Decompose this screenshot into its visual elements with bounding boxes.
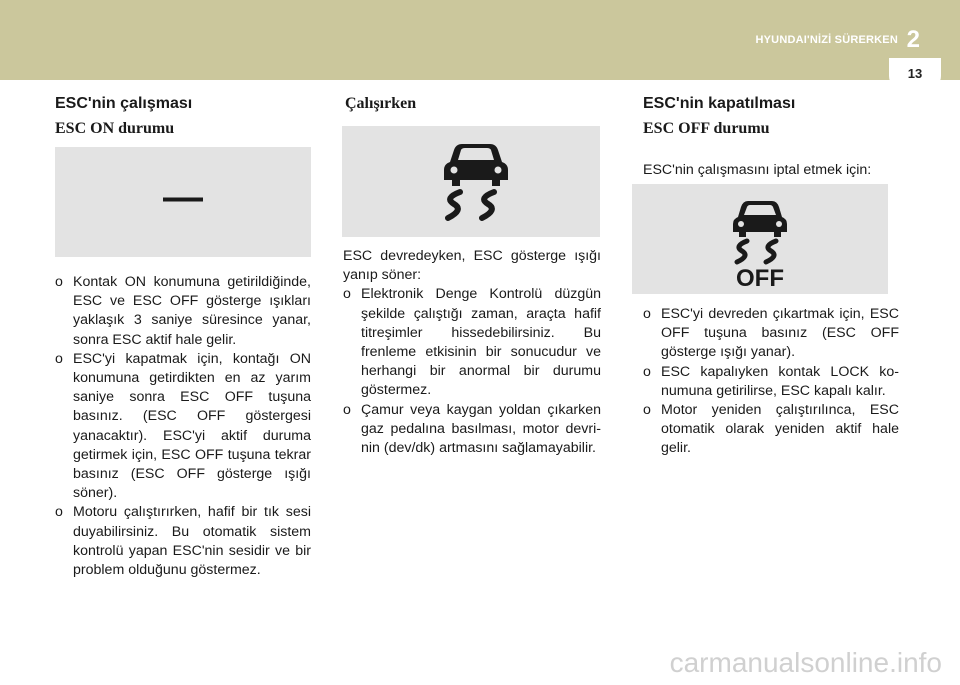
list-item-text: Kontak ON konumuna getirildiğinde, ESC ve ESC OFF gösterge ışıkları yaklaşık 3 saniye süresince yanar, sonra ESC aktif hale gelir. [73, 274, 311, 348]
esc-indicator-panel [342, 126, 600, 237]
page-number: 13 [907, 66, 923, 81]
list-item-text: ESC'yi kapatmak için, kontağı ON konumuna getirdikten en az yarım saniye sonra ESC OFF tuşuna basınız. (ESC OFF göstergesi yanacaktır). ESC'yi aktif duruma getirmek için, ESC OFF tuşuna tekrar basınız (ESC OFF gösterge ışığı söner). [73, 350, 311, 502]
col3-body [643, 305, 899, 459]
list-item-text: Elektronik Denge Kontrolü düzgün şekilde çalıştığı zaman, araçta hafif titreşimler hissedebilirsiniz. Bu frenleme etkisinin bir sonucudur ve herhangi bir anormal bir durumu göstermez. [361, 286, 601, 399]
esc-on-indicator-dash: — [163, 175, 203, 219]
col2-body [343, 247, 601, 458]
list-item-text: ESC'yi devreden çıkartmak için, ESC OFF tuşuna basınız (ESC OFF gösterge ışığı yanar). [661, 306, 899, 361]
list-item [643, 363, 899, 401]
bullet: o [55, 350, 63, 367]
bullet: o [55, 504, 63, 521]
chapter-number: 2 [906, 26, 920, 53]
bullet: o [643, 306, 651, 322]
col3-heading: ESC'nin kapatılması [643, 95, 796, 112]
esc-off-icon [729, 198, 791, 288]
list-item [343, 285, 601, 400]
list-item [55, 350, 311, 504]
esc-off-indicator-panel [632, 184, 888, 294]
page-tab [889, 58, 941, 90]
col3-subheading: ESC OFF durumu [643, 120, 770, 137]
list-item-text: Motoru çalıştırırken, hafif bir tık sesi duyabilirsiniz. Bu otomatik sistem kontrolü yapan ESC'nin sesidir ve bir problem olduğunu göstermez. [73, 504, 311, 579]
col1-body [55, 273, 311, 580]
bullet: o [55, 274, 63, 290]
col2-intro: ESC devredeyken, ESC gösterge ışığı yanıp söner: [343, 248, 601, 284]
chapter-title: HYUNDAI'NİZİ SÜRERKEN [755, 34, 898, 46]
watermark: carmanualsonline.info [669, 647, 942, 678]
list-item [643, 305, 899, 363]
bullet: o [643, 363, 651, 380]
list-item [55, 273, 311, 350]
col1-subheading: ESC ON durumu [55, 120, 175, 137]
list-item-text: ESC kapalıyken kontak LOCK ko-numuna getirilirse, ESC kapalı kalır. [661, 363, 899, 399]
bullet: o [643, 402, 651, 419]
esc-on-indicator-panel [55, 147, 311, 257]
list-item-text: Motor yeniden çalıştırılınca, ESC otomatik olarak yeniden aktif hale gelir. [661, 402, 899, 457]
list-item [643, 401, 899, 459]
esc-off-label: OFF [736, 265, 784, 288]
col2-heading: Çalışırken [345, 95, 417, 112]
bullet: o [343, 401, 351, 418]
col1-heading: ESC'nin çalışması [55, 95, 193, 112]
list-item [343, 401, 601, 459]
col3-intro: ESC'nin çalışmasını iptal etmek için: [643, 162, 872, 178]
bullet: o [343, 286, 351, 303]
list-item [55, 503, 311, 580]
esc-skid-icon [440, 140, 512, 222]
list-item-text: Çamur veya kaygan yoldan çıkarken gaz pedalına basılması, motor devri-nin (dev/dk) artmasını sağlamayabilir. [361, 401, 601, 457]
